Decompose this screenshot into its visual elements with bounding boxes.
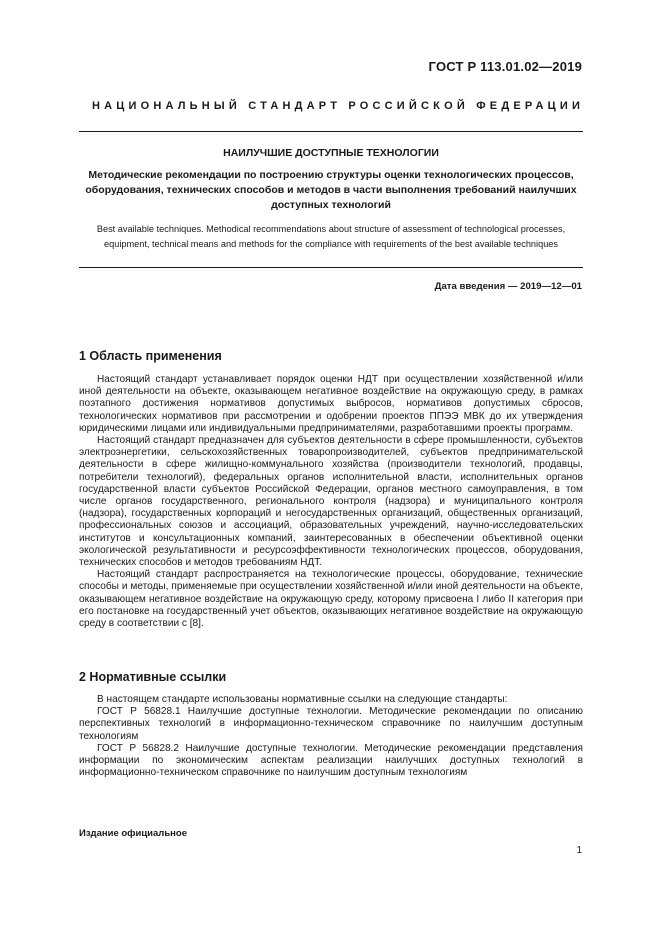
- national-standard-heading: НАЦИОНАЛЬНЫЙ СТАНДАРТ РОССИЙСКОЙ ФЕДЕРАЦИИ: [91, 100, 585, 112]
- section-1-body: [79, 374, 583, 630]
- english-title: [79, 222, 583, 252]
- section-1-heading: 1 Область применения: [79, 349, 222, 363]
- paragraph: Настоящий стандарт предназначен для субъектов деятельности в сфере промышленности, субъектов электроэнергетики, сельскохозяйственных товаропроизводителей, субъектов предпринимательской деятельности в сфере жилищно-коммунального хозяйства (производители технологий, продавцы, потребители технологий), федеральных органов исполнительной власти, исполнительных органов государственной власти субъектов Российской Федерации, органов местного самоуправления, в том числе органов государственного, регионального контроля (надзора) и муниципального контроля (надзора), государственных корпораций и негосударственных организаций, общественных организаций, профессиональных союзов и ассоциаций, образовательных учреждений, научно-исследовательских институтов и консультационных компаний, заинтересованных в обеспечении объективной оценки экологической результативности и ресурсоэффективности технологических процессов, оборудования, технических способов и методов требованиям НДТ.: [79, 435, 583, 569]
- page-number: 1: [576, 845, 582, 856]
- english-title-line: Best available techniques. Methodical recommendations about structure of assessment of technological processes,: [96, 224, 566, 234]
- section-2-body: [79, 694, 583, 779]
- document-code: ГОСТ Р 113.01.02—2019: [428, 59, 582, 74]
- document-title: НАИЛУЧШИЕ ДОСТУПНЫЕ ТЕХНОЛОГИИ: [223, 147, 439, 159]
- paragraph: ГОСТ Р 56828.2 Наилучшие доступные технологии. Методические рекомендации представления информации по экономическим аспектам реализации наилучших доступных технологий в информационно-техническом справочнике по наилучшим доступным технологиям: [79, 742, 583, 779]
- english-title-line: equipment, technical means and methods for the compliance with requirements of the best available techniques: [103, 239, 559, 249]
- divider-bottom: [79, 267, 583, 268]
- subtitle-line: доступных технологий: [271, 199, 391, 211]
- paragraph: В настоящем стандарте использованы нормативные ссылки на следующие стандарты:: [97, 694, 508, 705]
- paragraph: Настоящий стандарт распространяется на технологические процессы, оборудование, технические способы и методы, применяемые при осуществлении хозяйственной и/или иной деятельности на объекте, оказывающем негативное воздействие на окружающую среду, которому присвоена I либо II категория при его постановке на государственный учет объектов, оказывающих негативное воздействие на окружающую среду в соответствии с [8].: [79, 569, 583, 630]
- paragraph: ГОСТ Р 56828.1 Наилучшие доступные технологии. Методические рекомендации по описанию перспективных технологий в информационно-техническом справочнике по наилучшим доступным технологиям: [79, 706, 583, 742]
- subtitle-line: Методические рекомендации по построению структуры оценки технологических процессов,: [88, 169, 574, 181]
- introduction-date: Дата введения — 2019—12—01: [434, 281, 582, 292]
- document-subtitle: [79, 168, 583, 213]
- paragraph: Настоящий стандарт устанавливает порядок оценки НДТ при осуществлении хозяйственной и/или иной деятельности на объекте, оказывающем негативное воздействие на окружающую среду, в рамках поэтапного достижения нормативов допустимых выбросов, нормативов допустимых сбросов, технологических нормативов при рассмотрении и одобрении проектов ППЭЭ МВК до их утверждения юридическими лицами или индивидуальными предпринимателями, разработавшими проекты программ.: [79, 374, 583, 434]
- section-2-heading: 2 Нормативные ссылки: [79, 670, 227, 684]
- official-edition-label: Издание официальное: [79, 828, 187, 839]
- divider-top: [79, 131, 583, 132]
- subtitle-line: оборудования, технических способов и методов в части выполнения требований наилучших: [85, 184, 577, 196]
